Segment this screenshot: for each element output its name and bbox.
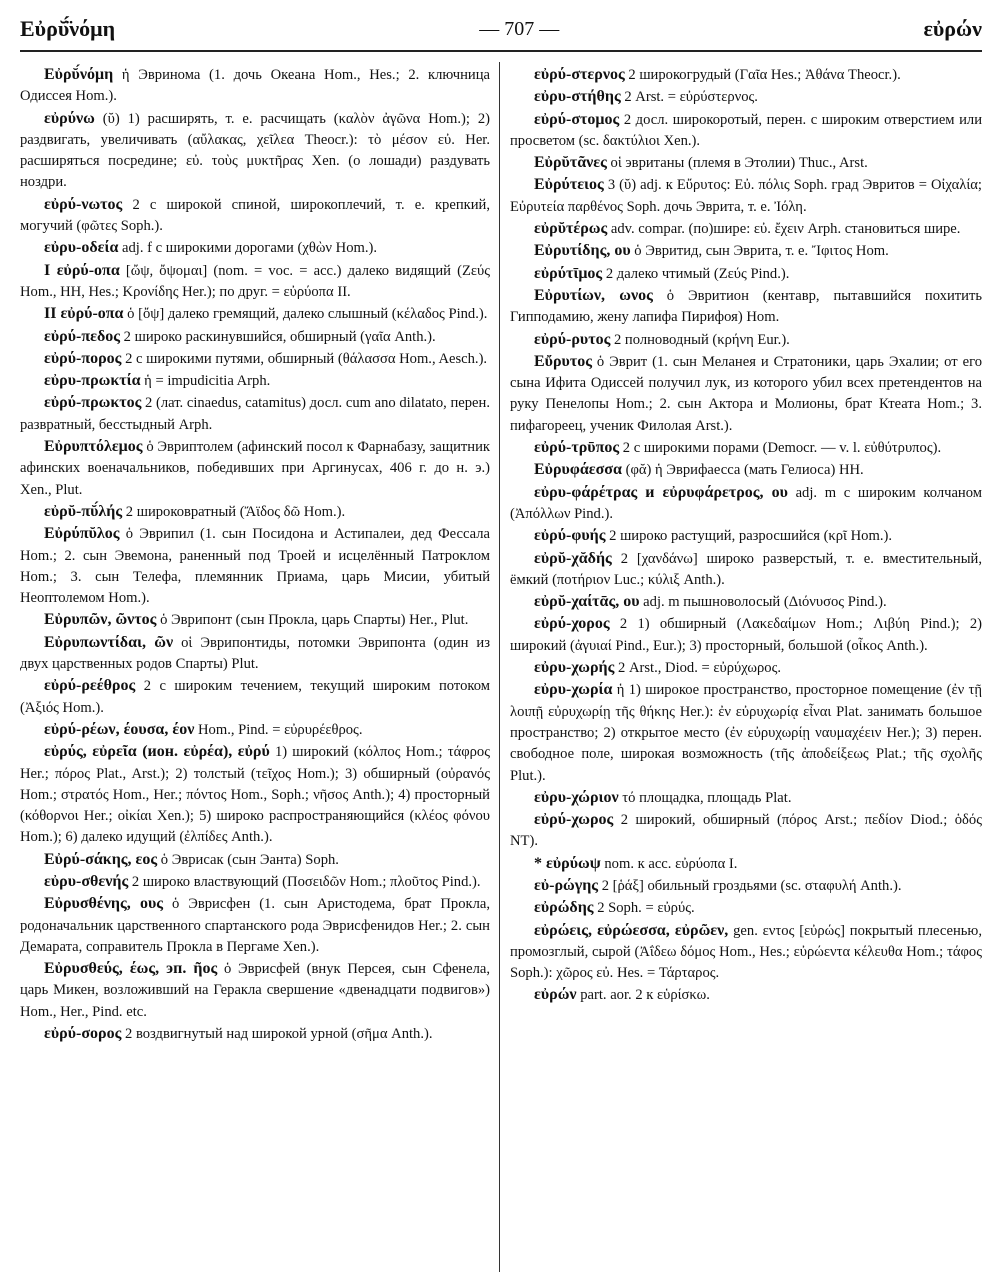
right-column	[510, 64, 982, 1274]
entry-definition: 2 воздвигнутый над широкой урной (σῆμα Anth.).	[125, 1026, 433, 1043]
dictionary-entry	[510, 174, 982, 218]
entry-definition: 2 широко властвующий (Ποσειδῶν Hom.; πλοῦτος Pind.).	[131, 873, 481, 890]
entry-headword: εὐρυ-σθενής	[44, 872, 129, 890]
entry-headword: εὐρύ-σορος	[44, 1025, 122, 1043]
entry-definition: 2 широко растущий, разросшийся (κρῖ Hom.).	[609, 528, 892, 545]
page-header	[20, 12, 982, 46]
dictionary-entry	[20, 675, 490, 719]
dictionary-entry	[510, 351, 982, 437]
entry-headword: εὐρυ-φάρέτρας и εὐρυφάρετρος, ου	[534, 483, 788, 501]
dictionary-entry	[510, 482, 982, 526]
dictionary-entry	[510, 152, 982, 174]
entry-headword: εὐρύ-φυής	[534, 527, 606, 545]
page-number: — 707 —	[479, 17, 560, 40]
entry-headword: εὐρύ-ρέων, έουσα, έον	[44, 720, 195, 738]
entry-headword: εὐρύ-πορος	[44, 349, 122, 367]
entry-headword: Εὐρυφάεσσα	[534, 461, 622, 479]
entry-definition: ὁ Эврит (1. сын Меланея и Стратоники, царь Эхалии; от его сына Ифита Одиссей получил лук, из которого убил всех претендентов на руку Пенелопы Hom.; 2. сын Актора и Молионы, брат Ктеата Hom.; 3. пифагореец, ученик Филолая Arst.).	[510, 353, 982, 434]
entry-headword: Εὔρυτος	[534, 352, 592, 370]
entry-headword: εὐρύνω	[44, 109, 95, 127]
entry-definition: adv. compar. (по)шире: εὐ. ἔχειν Arph. становиться шире.	[610, 221, 961, 238]
entry-definition: 1) широкий (κόλπος Hom.; τάφρος Her.; πόρος Plat., Arst.); 2) толстый (τεῖχος Hom.); 3) обширный (οὐρανός Hom.; στρατός Hom., Her.; πόντος Hom., Soph.; νῆσος Anth.); 4) просторный (κόθορνοι Her.; οἰκίαι Xen.); 5) широко распространяющийся (κλέος φόνου Hom.); 6) далеко идущий (ἐλπίδες Anth.).	[20, 744, 490, 846]
entry-headword: εὐρύ-πρωκτος	[44, 394, 142, 412]
entry-definition: ὁ Эврисфей (внук Персея, сын Сфенела, царь Микен, возложивший на Геракла свершение «двенадцати подвигов») Hom., Her., Pind. etc.	[20, 961, 490, 1020]
dictionary-entry	[20, 609, 490, 631]
entry-headword: εὐρυ-χωρία	[534, 681, 613, 699]
entry-definition: 2 полноводный (κρήνη Eur.).	[613, 331, 790, 348]
entry-definition: τό площадка, площадь Plat.	[622, 789, 792, 806]
dictionary-entry	[20, 237, 490, 259]
entry-headword: εὐ-ρώγης	[534, 876, 599, 894]
entry-definition: part. aor. 2 к εὑρίσκω.	[580, 987, 710, 1004]
dictionary-entry	[510, 787, 982, 809]
entry-headword: Εὐρυπῶν, ῶντος	[44, 611, 157, 629]
header-left-word: Εὐρῠ̈́νόμη	[20, 16, 116, 41]
entry-definition: ὁ Эвритид, сын Эврита, т. е. Ἴφιτος Hom.	[634, 243, 889, 260]
entry-definition: ὁ Эврисак (сын Эанта) Soph.	[160, 851, 339, 868]
entry-headword: εὐρώεις, εὐρώεσσα, εὐρῶεν,	[534, 921, 729, 939]
entry-headword: εὐρύ-χορος	[534, 615, 610, 633]
entry-headword: Εὐρυτίδης, ου	[534, 242, 631, 260]
entry-definition: adj. m с широким колчаном (Ἀπόλλων Pind.).	[510, 484, 982, 522]
dictionary-entry	[20, 1023, 490, 1045]
entry-headword: Εὐρύτειος	[534, 176, 604, 194]
entry-definition: [ὤψ, ὄψομαι] (nom. = voc. = acc.) далеко видящий (Ζεύς Hom., HH, Hes.; Κρονίδης Her.); по друг. = εὐρύοπα II.	[20, 262, 490, 300]
entry-headword: εὐρύ-τρῡπος	[534, 439, 620, 457]
entry-headword: Εὐρῠτᾶνες	[534, 154, 607, 172]
dictionary-entry	[510, 109, 982, 153]
entry-definition: ὁ Эвритион (кентавр, пытавшийся похитить Гипподамию, жену лапифа Пирифоя) Hom.	[510, 287, 982, 326]
entry-definition: ἡ 1) широкое пространство, просторное помещение (ἐν τῇ λοιπῇ εὐρυχωρίῃ τῆς θήκης Her.): ἐν εὐρυχωρίᾳ εἶναι Plat. занимать большое пространство; 2) открытое место (ἐν εὐρυχωρίῃ ναυμαχέειν Her.); 3) перен. свободное поле, широкая возможность (τῆς ἀποδείξεως Plat.; τῆς σχολῆς Plut.).	[510, 682, 982, 784]
dictionary-entry	[20, 370, 490, 392]
entry-headword: Εὐρύπῠλος	[44, 525, 120, 543]
entry-headword: Εὐρυσθεύς, έως, эп. ῆος	[44, 960, 218, 978]
dictionary-entry	[20, 392, 490, 436]
dictionary-entry	[20, 108, 490, 194]
dictionary-entry	[510, 329, 982, 351]
entry-definition: 2 с широким течением, текущий широким потоком (Ἀξιός Hom.).	[20, 678, 490, 716]
entry-headword: εὐρύς, εὐρεῖα (ион. εὐρέα), εὐρύ	[44, 743, 270, 761]
entry-headword: Εὐρυπωντίδαι, ῶν	[44, 633, 174, 651]
dictionary-entry	[20, 719, 490, 741]
entry-definition: 2 широкий, обширный (πόρος Arst.; πεδίον Diod.; ὁδός NT).	[510, 812, 982, 850]
entry-definition: 2 (лат. cinaedus, catamitus) досл. cum ano dilatato, перен. развратный, бесстыдный Arph.	[20, 395, 490, 433]
dictionary-entry	[20, 632, 490, 676]
dictionary-entry	[510, 984, 982, 1006]
entry-headword: εὐρῠ-χαίτᾱς, ου	[534, 593, 640, 611]
entry-definition: ὁ Эврипил (1. сын Посидона и Астипалеи, дед Фессала Hom.; 2. сын Эвемона, раненный под Троей и исцелённый Патроклом Hom.; 3. сын Телефа, племянник Приама, царь Мисии, убитый Неоптолемом Hom.).	[20, 526, 490, 607]
dictionary-entry	[510, 613, 982, 657]
entry-definition: 2 Arst., Diod. = εὐρύχωρος.	[618, 660, 782, 677]
entry-headword: εὐρῠ-πῠ́λής	[44, 502, 123, 520]
dictionary-entry	[510, 437, 982, 459]
entry-headword: εὐρύ-ρεέθρος	[44, 677, 136, 695]
dictionary-entry	[20, 64, 490, 108]
entry-headword: Εὐρυτίων, ωνος	[534, 286, 653, 304]
entry-headword: εὐρών	[534, 986, 577, 1004]
dictionary-entry	[20, 893, 490, 958]
entry-definition: 2 [χανδάνω] широко разверстый, т. е. вместительный, ёмкий (ποτήριον Luc.; κύλιξ Anth.).	[510, 550, 982, 588]
entry-headword: * εὐρύωψ	[534, 854, 601, 872]
entry-headword: εὐρύ-ρυτος	[534, 330, 611, 348]
column-divider	[499, 62, 500, 1272]
entry-headword: εὐρύ-στερνος	[534, 66, 625, 83]
entry-headword: εὐρῠτέρως	[534, 220, 608, 238]
dictionary-entry	[20, 958, 490, 1023]
entry-headword: εὐρυ-στήθης	[534, 88, 621, 106]
entry-definition: 2 с широкой спиной, широкоплечий, т. е. крепкий, могучий (φῶτες Soph.).	[20, 196, 490, 235]
dictionary-entry	[510, 657, 982, 679]
entry-definition: ὁ [ὄψ] далеко гремящий, далеко слышный (κέλαδος Pind.).	[127, 306, 488, 323]
entry-headword: Εὐρῠ́νόμη	[44, 66, 114, 83]
entry-definition: 2 с широкими путями, обширный (θάλασσα Hom., Aesch.).	[125, 350, 488, 367]
entry-definition: 2 широкогрудый (Γαῖα Hes.; Ἀθάνα Theocr.).	[628, 67, 901, 83]
entry-headword: I εὐρύ-οπα	[44, 261, 120, 279]
dictionary-entry	[20, 871, 490, 893]
dictionary-entry	[20, 303, 490, 325]
entry-headword: Εὐρύ-σάκης, εος	[44, 850, 158, 868]
entry-headword: εὐρύ-στομος	[534, 110, 620, 128]
entry-headword: εὐρυ-οδεία	[44, 239, 119, 257]
entry-headword: εὐρύ-χωρος	[534, 811, 614, 829]
entry-definition: Hom., Pind. = εὐρυρέεθρος.	[198, 721, 363, 738]
entry-definition: ἡ Эвринома (1. дочь Океана Hom., Hes.; 2. ключница Одиссея Hom.).	[20, 67, 490, 105]
dictionary-entry	[510, 809, 982, 853]
dictionary-entry	[510, 591, 982, 613]
dictionary-entry	[510, 86, 982, 108]
entry-definition: 2 Soph. = εὐρύς.	[597, 900, 695, 917]
entry-headword: εὐρυ-χωρής	[534, 659, 615, 677]
dictionary-entry	[20, 436, 490, 501]
entry-definition: adj. m пышноволосый (Διόνυσος Pind.).	[643, 594, 887, 611]
header-rule	[20, 50, 982, 52]
entry-definition: ὁ Эврисфен (1. сын Аристодема, брат Прокла, родоначальник царственного спартанского рода Эврисфенидов Her.; 2. сын Демарата, соправитель Прокла в Пергаме Xen.).	[20, 896, 490, 955]
entry-definition: ὁ Эвриптолем (афинский посол к Фарнабазу, защитник афинских военачальников, победивших при Аргинусах, 406 г. до н. э.) Xen., Plut.	[20, 439, 490, 498]
entry-definition: 2 [ῥάξ] обильный гроздьями (sc. σταφυλή Anth.).	[601, 877, 902, 894]
dictionary-entry	[510, 853, 982, 875]
dictionary-entry	[20, 849, 490, 871]
dictionary-entry	[20, 348, 490, 370]
dictionary-entry	[510, 897, 982, 919]
entry-definition: 3 (ῠ) adj. к Εὔρυτος: Εὐ. πόλις Soph. град Эвритов = Οἰχαλία; Εὐρυτεία παρθένος Soph. дочь Эврита, т. е. Ἰόλη.	[510, 177, 982, 215]
dictionary-entry	[20, 501, 490, 523]
entry-definition: 2 1) обширный (Λακεδαίμων Hom.; Λιβύη Pind.); 2) широкий (ἀγυιαί Pind., Eur.); 3) просторный, большой (οἶκος Anth.).	[510, 616, 982, 654]
entry-definition: (φᾰ) ἡ Эврифаесса (мать Гелиоса) HH.	[625, 462, 864, 479]
dictionary-entry	[510, 548, 982, 592]
entry-definition: 2 далеко чтимый (Ζεύς Pind.).	[605, 265, 790, 282]
entry-definition: (ῠ) 1) расширять, т. е. расчищать (καλὸν ἀγῶνα Hom.); 2) раздвигать, увеличивать (αὔλακας, χεῖλεα Theocr.): τὸ μέσον εὐ. Her. расширяться посредине; εὐ. τοὺς μυκτῆρας Xen. (о лошади) раздувать ноздри.	[20, 110, 490, 191]
dictionary-entry	[510, 263, 982, 285]
left-column	[20, 64, 490, 1274]
dictionary-entry	[510, 218, 982, 240]
dictionary-entry	[20, 741, 490, 848]
dictionary-entry	[510, 875, 982, 897]
entry-headword: εὐρύ-νωτος	[44, 195, 123, 213]
dictionary-entry	[510, 285, 982, 329]
entry-definition: ἡ = impudicitia Arph.	[144, 373, 271, 390]
dictionary-entry	[20, 260, 490, 304]
dictionary-entry	[510, 920, 982, 985]
entry-headword: II εὐρύ-οπα	[44, 305, 124, 323]
dictionary-entry	[20, 194, 490, 238]
entry-headword: εὐρυ-πρωκτία	[44, 372, 141, 390]
entry-headword: εὐρύ-πεδος	[44, 327, 120, 345]
entry-headword: εὐρυ-χώριον	[534, 788, 619, 806]
entry-definition: adj. f с широкими дорогами (χθὼν Hom.).	[122, 240, 378, 257]
dictionary-entry	[510, 240, 982, 262]
entry-definition: 2 широковратный (Ἄϊδος δῶ Hom.).	[125, 503, 346, 520]
entry-definition: 2 досл. широкоротый, перен. с широким отверстием или просветом (sc. δακτύλιοι Xen.).	[510, 111, 982, 149]
dictionary-entry	[510, 64, 982, 86]
entry-definition: 2 Arst. = εὐρύστερνος.	[624, 89, 758, 106]
entry-definition: 2 с широкими порами (Democr. — v. l. εὐθύτρυπος).	[622, 440, 942, 457]
entry-headword: εὐρώδης	[534, 899, 594, 917]
dictionary-entry	[20, 326, 490, 348]
header-right-word: εὐρών	[923, 16, 982, 41]
entry-headword: Εὐρυσθένης, ους	[44, 895, 164, 913]
entry-definition: nom. к acc. εὐρύοπα I.	[604, 855, 738, 872]
entry-headword: εὐρύτῑμος	[534, 264, 603, 282]
dictionary-entry	[510, 459, 982, 481]
dictionary-entry	[510, 679, 982, 786]
entry-definition: οἱ эвританы (племя в Этолии) Thuc., Arst.	[610, 155, 868, 172]
dictionary-entry	[20, 523, 490, 609]
entry-definition: 2 широко раскинувшийся, обширный (γαῖα Anth.).	[123, 328, 436, 345]
entry-definition: gen. εντος [εὐρώς] покрытый плесенью, промозглый, сырой (Ἀΐδεω δόμος Hom., Hes.; εὐρώεντα κέλευθα Hom.; τάφος Soph.): χῶρος εὐ. Hes. = Τάρταρος.	[510, 922, 982, 982]
entry-headword: εὐρῠ-χᾰδής	[534, 549, 612, 567]
entry-headword: Εὐρυπτόλεμος	[44, 438, 143, 456]
entry-definition: οἱ Эврипонтиды, потомки Эврипонта (один из двух царственных родов Спарты) Plut.	[20, 634, 490, 673]
entry-definition: ὁ Эврипонт (сын Прокла, царь Спарты) Her., Plut.	[160, 612, 469, 629]
dictionary-entry	[510, 525, 982, 547]
